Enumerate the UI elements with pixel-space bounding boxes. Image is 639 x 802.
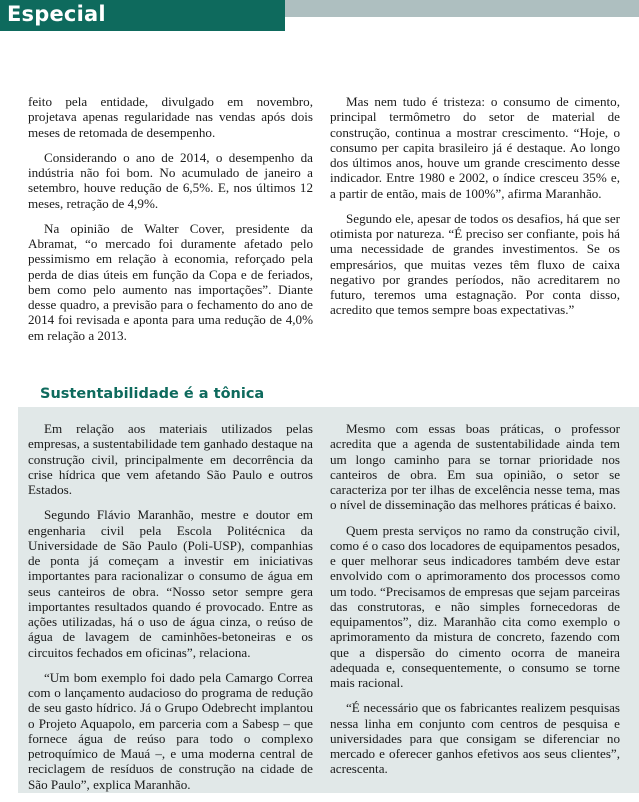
paragraph: Na opinião de Walter Cover, presidente da Abramat, “o mercado foi duramente afetado pelo pessimismo em relação à economia, reforçado pela perda de dias úteis em função da Copa e de feriados, bem como pelo aumento nas importações”. Diante desse quadro, a previsão para o fechamento do ano de 2014 foi revisada e aponta para uma redução de 4,0% em relação a 2013. <box>28 220 313 343</box>
article-column-right <box>330 94 620 328</box>
sidebar-column-left <box>28 421 313 802</box>
paragraph: Segundo ele, apesar de todos os desafios, há que ser otimista por natureza. “É preciso ser confiante, pois há uma necessidade de grandes investimentos. Se os empresários, que muitas vezes têm fluxo de caixa negativo por grandes períodos, não acreditarem no futuro, teremos uma estagnação. Por conta disso, acredito que temos sempre boas expectativas.” <box>330 210 620 318</box>
paragraph: Quem presta serviços no ramo da construção civil, como é o caso dos locadores de equipamentos pesados, e quer melhorar seus indicadores também deve estar envolvido com o aprimoramento dos processos como um todo. “Precisamos de empresas que sejam parceiras das construtoras, e não simples fornecedoras de equipamentos”, diz. Maranhão cita como exemplo o aprimoramento da mistura de concreto, fazendo com que a dispersão do cimento ocorra de maneira adequada e, consequentemente, o consumo se torne mais racional. <box>330 522 620 690</box>
article-column-left <box>28 94 313 353</box>
paragraph: Em relação aos materiais utilizados pelas empresas, a sustentabilidade tem ganhado destaque na construção civil, principalmente em decorrência da crise hídrica que vem afetando São Paulo e outros Estados. <box>28 421 313 497</box>
section-title: Especial <box>7 2 106 26</box>
subsection-heading: Sustentabilidade é a tônica <box>40 386 265 402</box>
paragraph: “É necessário que os fabricantes realizem pesquisas nessa linha em conjunto com centros de pesquisa e universidades para que consigam se diferenciar no mercado e oferecer ganhos efetivos aos seus clientes”, acrescenta. <box>330 700 620 777</box>
header-bar <box>285 0 639 17</box>
paragraph: feito pela entidade, divulgado em novembro, projetava apenas regularidade nas vendas após dois meses de retomada de desempenho. <box>28 94 313 140</box>
paragraph: Segundo Flávio Maranhão, mestre e doutor em engenharia civil pela Escola Politécnica da Universidade de São Paulo (Poli-USP), companhias de ponta já começam a investir em iniciativas importantes para racionalizar o consumo de água em seus canteiros de obra. “Nosso setor sempre gera importantes resultados quando é provocado. Entre as ações utilizadas, há o uso de água cinza, o reúso de água de lavagem de caminhões-betoneiras e os circuitos fechados em oficinas”, relaciona. <box>28 507 313 660</box>
paragraph: Mesmo com essas boas práticas, o professor acredita que a agenda de sustentabilidade ainda tem um longo caminho para se tornar prioridade nos canteiros de obra. Em sua opinião, o setor se caracteriza por ter ilhas de excelência nesse tema, mas o nível de disseminação das melhores práticas é baixo. <box>330 421 620 513</box>
sidebar-column-right <box>330 421 620 787</box>
paragraph: “Um bom exemplo foi dado pela Camargo Correa com o lançamento audacioso do programa de redução de seu gasto hídrico. Já o Grupo Odebrecht implantou o Projeto Aquapolo, em parceria com a Sabesp – que fornece água de reúso para todo o complexo petroquímico de Mauá –, e uma moderna central de reciclagem de resíduos de construção na cidade de São Paulo”, explica Maranhão. <box>28 669 313 792</box>
paragraph: Considerando o ano de 2014, o desempenho da indústria não foi bom. No acumulado de janeiro a setembro, houve redução de 6,5%. E, nos últimos 12 meses, retração de 4,9%. <box>28 149 313 211</box>
paragraph: Mas nem tudo é tristeza: o consumo de cimento, principal termômetro do setor de material de construção, continua a mostrar crescimento. “Hoje, o consumo per capita brasileiro já é destaque. Ao longo dos últimos anos, houve um grande crescimento desse indicador. Entre 1980 e 2002, o índice cresceu 35% e, a partir de então, mais de 100%”, afirma Maranhão. <box>330 94 620 201</box>
section-header <box>0 0 639 31</box>
